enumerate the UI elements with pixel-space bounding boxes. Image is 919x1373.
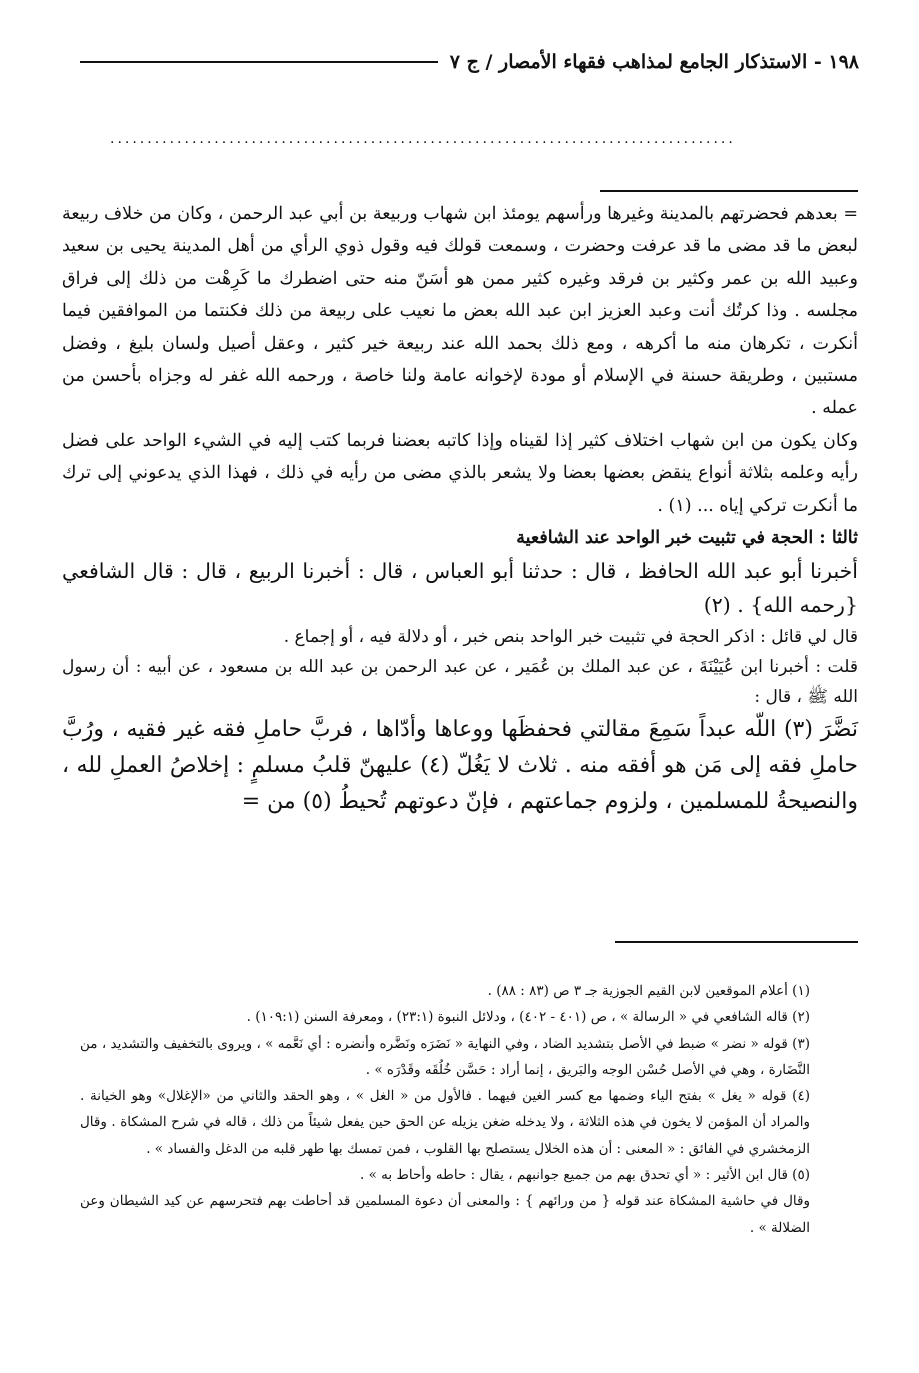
running-header xyxy=(80,40,859,84)
main-text xyxy=(62,198,858,820)
top-rule xyxy=(600,190,858,192)
footnotes xyxy=(80,978,810,1241)
footnote-2: (٢) قاله الشافعي في « الرسالة » ، ص (٤٠١ - ٤٠٢) ، ودلائل النبوة (٢٣:١) ، ومعرفة السنن (١٠٩:١) . xyxy=(246,1009,810,1026)
paragraph-question: قال لي قائل : اذكر الحجة في تثبيت خبر الواحد بنص خبر ، أو دلالة فيه ، أو إجماع . xyxy=(283,627,858,648)
footnote-5: (٥) قال ابن الأثير : « أي تحدق بهم من جميع جوانبهم ، يقال : حاطه وأحاط به » . xyxy=(360,1167,810,1184)
footnote-4: (٤) قوله « يغل » بفتح الياء وضمها مع كسر الغين فيهما . فالأول من « الغل » ، وهو الحقد والثاني من «الإغلال» وهو الخيانة . والمراد أن المؤمن لا يخون في هذه الثلاثة ، ولا يدخله ضغن يزيله عن الحق حين يفعل شيئاً من ذلك ، قاله في شرح المشكاة . وقال الزمخشري في الفائق : « المعنى : أن هذه الخلال يستصلح بها القلوب ، فمن تمسك بها طهر قلبه من الدغل والفساد » . xyxy=(80,1088,810,1157)
section-heading: ثالثا : الحجة في تثبيت خبر الواحد عند الشافعية xyxy=(516,528,858,549)
paragraph-continuation: = بعدهم فحضرتهم بالمدينة وغيرها ورأسهم يومئذ ابن شهاب وربيعة بن أبي عبد الرحمن ، وكان من خلاف ربيعة لبعض ما قد مضى ما قد عرفت وحضرت ، وسمعت قولك فيه وقول ذوي الرأي من أهل المدينة يحيى بن سعيد وعبيد الله بن عمر وكثير بن فرقد وغيره كثير ممن هو أسَنّ منه حتى اضطرك ما كَرِهْت من ذلك إلى فراق مجلسه . وذا كرتُك أنت وعبد العزيز ابن عبد الله بعض ما نعيب على ربيعة من ذلك فكنتما من الموافقين فيما أنكرت ، تكرهان منه ما أكرهه ، ومع ذلك بحمد الله عند ربيعة خير كثير ، وعقل أصيل ولسان بليغ ، وفضل مستبين ، وطريقة حسنة في الإسلام أو مودة لإخوانه عامة ولنا خاصة ، ورحمه الله غفر له وجزاه بأحسن من عمله . xyxy=(62,204,858,419)
paragraph-answer: قلت : أخبرنا ابن عُيَيْنَةَ ، عن عبد الملك بن عُمَير ، عن عبد الرحمن بن عبد الله بن مسعود ، عن أبيه : أن رسول الله ﷺ ، قال : xyxy=(62,657,858,708)
dotted-separator: .................................................................................... xyxy=(110,132,736,146)
paragraph-isnad: أخبرنا أبو عبد الله الحافظ ، قال : حدثنا أبو العباس ، قال : أخبرنا الربيع ، قال : قال الشافعي {رحمه الله} . (٢) xyxy=(62,559,858,618)
footnote-1: (١) أعلام الموقعين لابن القيم الجوزية جـ ٣ ص (٨٣ : ٨٨) . xyxy=(487,983,810,999)
footnote-3: (٣) قوله « نضر » ضبط في الأصل بتشديد الضاد ، وفي النهاية « نَضَرَه ونَضَّره وأنضره : أي نَعَّمه » ، ويروى بالتخفيف والتشديد ، من النَّضَارة ، وهي في الأصل حُسْن الوجه والبَريق ، إنما أراد : حَسَّن خُلُقَه وقَدْرَه » . xyxy=(80,1035,810,1078)
paragraph-ibn-shihab: وكان يكون من ابن شهاب اختلاف كثير إذا لقيناه وإذا كاتبه بعضنا فربما كتب إليه في الشيء الواحد على فضل رأيه وعلمه بثلاثة أنواع ينقض بعضها بعضا ولا يشعر بالذي مضى من رأيه في ذلك ، فهذا الذي يدعوني إلى ترك ما أنكرت تركي إياه ... (١) . xyxy=(62,430,858,516)
header-rule xyxy=(80,61,438,63)
header-title: ١٩٨ - الاستذكار الجامع لمذاهب فقهاء الأمصار / ج ٧ xyxy=(449,51,859,73)
footnote-rule xyxy=(615,941,858,943)
footnote-5-continued: وقال في حاشية المشكاة عند قوله { من ورائهم } : والمعنى أن دعوة المسلمين قد أحاطت بهم فتحرسهم عن كيد الشيطان وعن الضلالة » . xyxy=(80,1193,810,1236)
paragraph-hadith: نَضَّرَ (٣) اللّه عبداً سَمِعَ مقالتي فحفظَها ووعاها وأدّاها ، فربَّ حاملِ فقه غير فقيه ، ورُبَّ حاملِ فقه إلى مَن هو أفقه منه . ثلاث لا يَغُلّ (٤) عليهنّ قلبُ مسلمٍ : إخلاصُ العملِ لله ، والنصيحةُ للمسلمين ، ولزوم جماعتهم ، فإنّ دعوتهم تُحيطُ (٥) من = xyxy=(62,717,859,815)
